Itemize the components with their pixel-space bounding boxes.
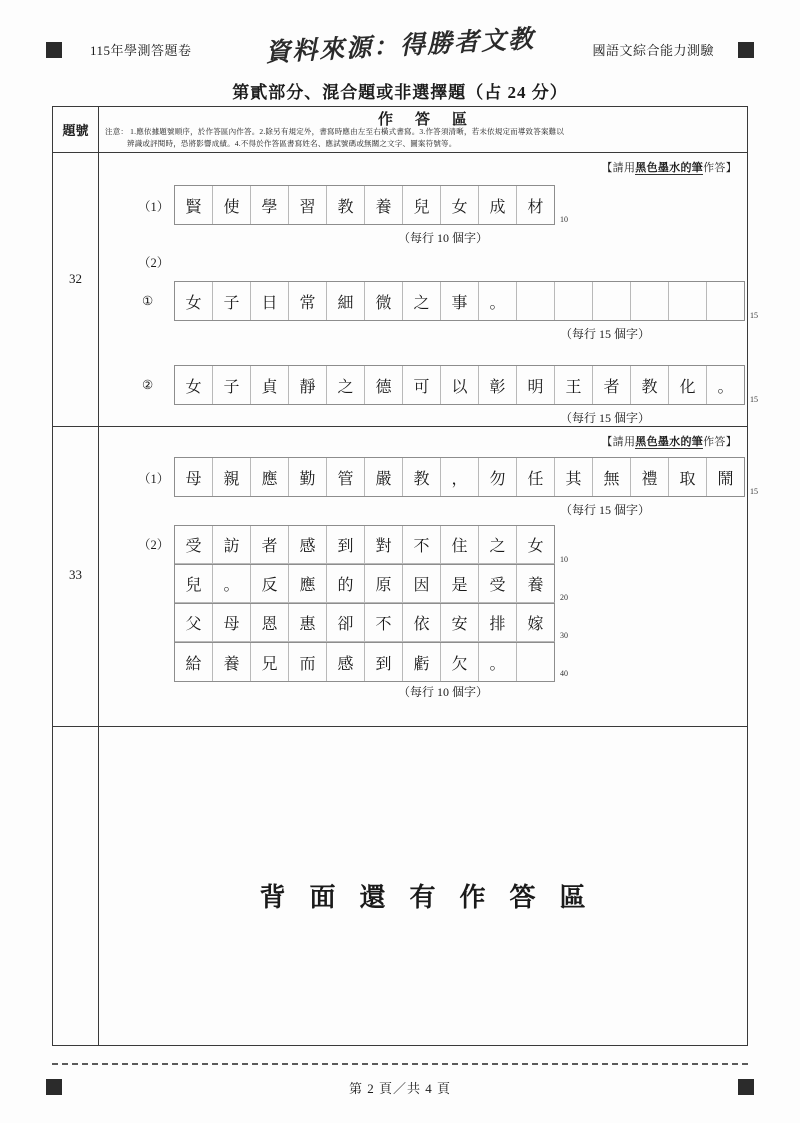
instructions-text (105, 126, 741, 149)
answer-glyph: 兄 (261, 655, 278, 673)
answer-glyph: 欠 (451, 655, 468, 673)
answer-cell[interactable] (175, 458, 213, 496)
registration-mark-top-left (46, 42, 62, 58)
answer-cell[interactable] (403, 366, 441, 404)
registration-mark-top-right (738, 42, 754, 58)
answer-glyph: 而 (299, 655, 316, 673)
answer-glyph: 養 (527, 577, 544, 594)
answer-glyph: ， (451, 470, 468, 488)
answer-glyph: 應 (299, 577, 316, 594)
answer-glyph: 虧 (413, 655, 430, 673)
part-label-32-1: （1） (138, 200, 170, 214)
per-line-caption-32-2-1: （每行 15 個字） (560, 327, 651, 341)
answer-glyph: 女 (185, 378, 202, 396)
answer-cell[interactable] (175, 282, 213, 320)
answer-glyph: 成 (489, 198, 506, 216)
answer-cell[interactable] (669, 282, 707, 320)
answer-cell[interactable] (327, 458, 365, 496)
answer-grid-32-2-1[interactable] (174, 281, 745, 321)
answer-cell[interactable] (327, 282, 365, 320)
per-line-caption-33-1: （每行 15 個字） (560, 503, 651, 517)
answer-glyph: 細 (337, 294, 354, 312)
answer-cell[interactable] (365, 643, 403, 681)
answer-glyph: 教 (413, 470, 430, 488)
answer-cell[interactable] (707, 458, 745, 496)
answer-cell[interactable] (175, 565, 213, 603)
answer-cell[interactable] (631, 458, 669, 496)
answer-cell[interactable] (517, 565, 555, 603)
subject-label: 國語文綜合能力測驗 (592, 43, 714, 58)
answer-cell[interactable] (517, 366, 555, 404)
question-33-body (98, 427, 758, 726)
answer-glyph: 應 (261, 470, 278, 488)
answer-cell[interactable] (517, 282, 555, 320)
sub-label-32-2-1: ① (142, 294, 154, 308)
answer-cell[interactable] (479, 366, 517, 404)
answer-glyph: 明 (527, 378, 544, 396)
answer-cell[interactable] (289, 604, 327, 642)
answer-glyph: 反 (261, 577, 278, 594)
answer-cell[interactable] (593, 458, 631, 496)
answer-cell[interactable] (251, 604, 289, 642)
answer-glyph: 兒 (185, 577, 202, 594)
char-count-mark-33-2-30: 30 (560, 631, 568, 640)
answer-cell[interactable] (479, 282, 517, 320)
answer-cell[interactable] (707, 366, 745, 404)
answer-glyph: 卻 (337, 616, 354, 633)
answer-glyph: 女 (451, 198, 468, 216)
answer-cell[interactable] (403, 526, 441, 564)
answer-glyph: 其 (565, 470, 582, 488)
back-notice-text: 背面還有作答區 (259, 883, 610, 912)
answer-glyph: 之 (337, 378, 354, 396)
answer-glyph: 貞 (261, 378, 278, 396)
ink-note-suffix: 作答】 (703, 436, 737, 448)
answer-glyph: 嚴 (375, 470, 392, 488)
answer-glyph: 賢 (185, 198, 202, 216)
char-count-mark-32-1: 10 (560, 215, 568, 224)
answer-cell[interactable] (251, 186, 289, 224)
back-notice-block (53, 727, 747, 1045)
answer-cell[interactable] (441, 458, 479, 496)
answer-glyph: 訪 (223, 538, 240, 555)
answer-cell[interactable] (213, 643, 251, 681)
answer-glyph: 任 (527, 470, 544, 488)
answer-cell[interactable] (289, 282, 327, 320)
answer-glyph: 對 (375, 538, 392, 555)
answer-glyph: 恩 (261, 616, 278, 633)
answer-glyph: 無 (603, 470, 620, 488)
answer-cell[interactable] (365, 604, 403, 642)
answer-glyph: 王 (565, 378, 582, 396)
question-block-33 (53, 427, 758, 727)
answer-cell[interactable] (403, 458, 441, 496)
answer-glyph: 養 (223, 655, 240, 673)
answer-glyph: 常 (299, 294, 316, 312)
grid-row[interactable] (174, 185, 555, 225)
answer-glyph: 排 (489, 616, 506, 633)
question-label-33: 33 (69, 567, 82, 582)
grid-row[interactable] (174, 642, 555, 682)
instructions-line-2: 辨識或評閱時，恐將影響成績。4.不得於作答區書寫姓名、應試號碼或無關之文字、圖案符號等。 (127, 138, 457, 148)
answer-glyph: 學 (261, 198, 278, 216)
answer-cell[interactable] (593, 366, 631, 404)
answer-cell[interactable] (441, 186, 479, 224)
answer-cell[interactable] (403, 643, 441, 681)
answer-cell[interactable] (517, 526, 555, 564)
answer-cell[interactable] (213, 366, 251, 404)
answer-cell[interactable] (251, 366, 289, 404)
answer-cell[interactable] (479, 643, 517, 681)
answer-cell[interactable] (327, 604, 365, 642)
answer-glyph: 依 (413, 616, 430, 633)
answer-cell[interactable] (365, 526, 403, 564)
table-header-row (53, 107, 747, 153)
answer-glyph: 住 (451, 538, 468, 555)
exam-sheet-label: 115年學測答題卷 (90, 43, 192, 58)
answer-cell[interactable] (517, 604, 555, 642)
answer-cell[interactable] (175, 366, 213, 404)
grid-row[interactable] (174, 564, 555, 603)
answer-cell[interactable] (289, 643, 327, 681)
answer-glyph: 女 (527, 538, 544, 555)
answer-cell[interactable] (479, 186, 517, 224)
answer-cell[interactable] (213, 282, 251, 320)
answer-cell[interactable] (365, 565, 403, 603)
answer-glyph: 因 (413, 577, 430, 594)
answer-cell[interactable] (213, 458, 251, 496)
answer-glyph: 之 (413, 294, 430, 312)
answer-glyph: 者 (603, 378, 620, 396)
answer-cell[interactable] (175, 186, 213, 224)
ink-note-suffix: 作答】 (703, 162, 737, 174)
answer-grid-33-1[interactable] (174, 457, 745, 497)
answer-cell[interactable] (517, 458, 555, 496)
answer-grid-32-2-2[interactable] (174, 365, 745, 405)
answer-cell[interactable] (289, 186, 327, 224)
cut-line (52, 1063, 748, 1065)
answer-cell[interactable] (251, 526, 289, 564)
answer-cell[interactable] (669, 366, 707, 404)
answer-glyph: 取 (679, 470, 696, 488)
page-title: 第貳部分、混合題或非選擇題（占 24 分） (232, 83, 568, 102)
answer-glyph: 。 (489, 655, 506, 673)
answer-table (52, 106, 758, 1046)
answer-glyph: 給 (185, 655, 202, 673)
answer-cell[interactable] (593, 282, 631, 320)
answer-glyph: 養 (375, 198, 392, 216)
answer-glyph: 的 (337, 577, 354, 594)
question-label-32: 32 (69, 271, 82, 286)
answer-glyph: 女 (185, 294, 202, 312)
handwritten-source-note: 資料來源：得勝者文教 (264, 23, 536, 68)
answer-cell[interactable] (555, 366, 593, 404)
answer-glyph: 。 (223, 577, 240, 594)
answer-cell[interactable] (707, 282, 745, 320)
per-line-caption-33-2: （每行 10 個字） (398, 685, 489, 699)
answer-cell[interactable] (175, 643, 213, 681)
answer-cell[interactable] (365, 282, 403, 320)
sub-label-32-2-2: ② (142, 378, 154, 392)
answer-cell[interactable] (441, 526, 479, 564)
answer-glyph: 教 (641, 378, 658, 396)
grid-row[interactable] (174, 365, 745, 405)
answer-cell[interactable] (403, 282, 441, 320)
answer-glyph: 管 (337, 470, 354, 488)
answer-cell[interactable] (631, 282, 669, 320)
part-label-33-1: （1） (138, 472, 170, 486)
answer-cell[interactable] (213, 604, 251, 642)
answer-glyph: 親 (223, 470, 240, 488)
question-32-body (98, 153, 758, 426)
answer-cell[interactable] (289, 366, 327, 404)
char-count-mark-33-2-40: 40 (560, 669, 568, 678)
answer-cell[interactable] (175, 604, 213, 642)
per-line-caption-32-2-2: （每行 15 個字） (560, 411, 651, 425)
question-number-header: 題號 (62, 123, 89, 138)
answer-glyph: 化 (679, 378, 696, 396)
answer-cell[interactable] (479, 458, 517, 496)
grid-row[interactable] (174, 525, 555, 564)
answer-cell[interactable] (441, 282, 479, 320)
answer-glyph: 不 (413, 538, 430, 555)
back-notice-body (98, 727, 747, 1045)
char-count-mark-33-1: 15 (750, 487, 758, 496)
char-count-mark-32-2-1: 15 (750, 311, 758, 320)
ink-note-emphasis: 黑色墨水的筆 (635, 436, 704, 448)
answer-cell[interactable] (175, 526, 213, 564)
answer-glyph: 原 (375, 577, 392, 594)
page-header (70, 23, 730, 68)
answer-cell[interactable] (669, 458, 707, 496)
answer-cell[interactable] (289, 458, 327, 496)
answer-cell[interactable] (517, 186, 555, 224)
answer-cell[interactable] (327, 643, 365, 681)
answer-glyph: 不 (375, 616, 392, 633)
grid-row[interactable] (174, 457, 745, 497)
char-count-mark-33-2-20: 20 (560, 593, 568, 602)
answer-glyph: 感 (299, 538, 316, 555)
answer-glyph: 到 (337, 538, 354, 555)
answer-glyph: 習 (299, 198, 316, 216)
answer-cell[interactable] (365, 186, 403, 224)
answer-glyph: 兒 (413, 198, 430, 216)
ink-note-prefix: 【請用 (601, 162, 636, 174)
instructions-line-1: 注意： 1.應依據題號順序，於作答區內作答。2.除另有規定外，書寫時應由左至右橫式書寫。3.作答須清晰，若未依規定而導致答案難以 (105, 127, 565, 136)
answer-glyph: 惠 (299, 616, 316, 633)
answer-glyph: 教 (337, 198, 354, 216)
answer-cell[interactable] (479, 604, 517, 642)
answer-glyph: 可 (413, 378, 430, 396)
answer-cell[interactable] (251, 565, 289, 603)
answer-glyph: 之 (489, 538, 506, 555)
answer-cell[interactable] (517, 643, 555, 681)
answer-glyph: 鬧 (717, 470, 734, 488)
answer-glyph: 受 (489, 577, 506, 594)
answer-glyph: 勿 (489, 470, 506, 488)
ink-instruction-32 (601, 159, 737, 175)
answer-cell[interactable] (403, 186, 441, 224)
answer-glyph: 日 (261, 294, 278, 312)
answer-cell[interactable] (403, 565, 441, 603)
answer-glyph: 父 (185, 616, 202, 633)
answer-cell[interactable] (365, 458, 403, 496)
answer-cell[interactable] (327, 186, 365, 224)
per-line-caption-32-1: （每行 10 個字） (398, 231, 489, 245)
answer-cell[interactable] (251, 643, 289, 681)
answer-glyph: 者 (261, 538, 278, 555)
ink-note-emphasis: 黑色墨水的筆 (635, 162, 704, 174)
ink-note-prefix: 【請用 (601, 436, 636, 448)
answer-glyph: 靜 (299, 378, 316, 396)
answer-cell[interactable] (251, 282, 289, 320)
answer-glyph: 使 (223, 198, 240, 216)
answer-cell[interactable] (213, 565, 251, 603)
answer-cell[interactable] (327, 366, 365, 404)
answer-glyph: 勤 (299, 470, 316, 488)
answer-glyph: 母 (185, 470, 202, 488)
char-count-mark-32-2-2: 15 (750, 395, 758, 404)
answer-cell[interactable] (365, 366, 403, 404)
answer-cell[interactable] (327, 526, 365, 564)
answer-glyph: 母 (223, 616, 240, 633)
answer-glyph: 感 (337, 655, 354, 673)
answer-grid-33-2[interactable] (174, 525, 555, 682)
answer-glyph: 安 (451, 616, 468, 633)
ink-instruction-33 (601, 433, 737, 449)
answer-grid-32-1[interactable] (174, 185, 555, 225)
answer-glyph: 到 (375, 655, 392, 673)
answer-cell[interactable] (441, 643, 479, 681)
grid-row[interactable] (174, 281, 745, 321)
answer-cell[interactable] (441, 604, 479, 642)
answer-glyph: 。 (489, 294, 506, 312)
answer-glyph: 子 (223, 294, 240, 312)
answer-cell[interactable] (213, 186, 251, 224)
page-footer: 第 2 頁／共 4 頁 (348, 1081, 451, 1096)
answer-cell[interactable] (251, 458, 289, 496)
part-label-33-2: （2） (138, 538, 170, 552)
char-count-mark-33-2-10: 10 (560, 555, 568, 564)
answer-cell[interactable] (403, 604, 441, 642)
answer-cell[interactable] (327, 565, 365, 603)
answer-glyph: 嫁 (527, 616, 544, 633)
answer-cell[interactable] (213, 526, 251, 564)
answer-cell[interactable] (289, 526, 327, 564)
answer-zone-header: 作答區 (377, 112, 489, 128)
answer-cell[interactable] (479, 526, 517, 564)
answer-glyph: 是 (451, 577, 468, 594)
answer-cell[interactable] (555, 458, 593, 496)
grid-row[interactable] (174, 603, 555, 642)
question-block-32 (53, 153, 758, 427)
answer-glyph: 子 (223, 378, 240, 396)
answer-glyph: 事 (451, 294, 468, 312)
answer-cell[interactable] (479, 565, 517, 603)
answer-cell[interactable] (441, 565, 479, 603)
answer-glyph: 微 (375, 294, 392, 312)
answer-glyph: 以 (451, 378, 468, 396)
answer-cell[interactable] (289, 565, 327, 603)
answer-cell[interactable] (555, 282, 593, 320)
part-label-32-2: （2） (138, 256, 170, 270)
answer-glyph: 受 (185, 538, 202, 555)
answer-glyph: 材 (527, 198, 544, 216)
answer-glyph: 禮 (641, 470, 658, 488)
answer-cell[interactable] (441, 366, 479, 404)
answer-glyph: 。 (717, 378, 734, 396)
answer-glyph: 彰 (489, 378, 506, 396)
answer-cell[interactable] (631, 366, 669, 404)
answer-glyph: 德 (375, 378, 392, 396)
